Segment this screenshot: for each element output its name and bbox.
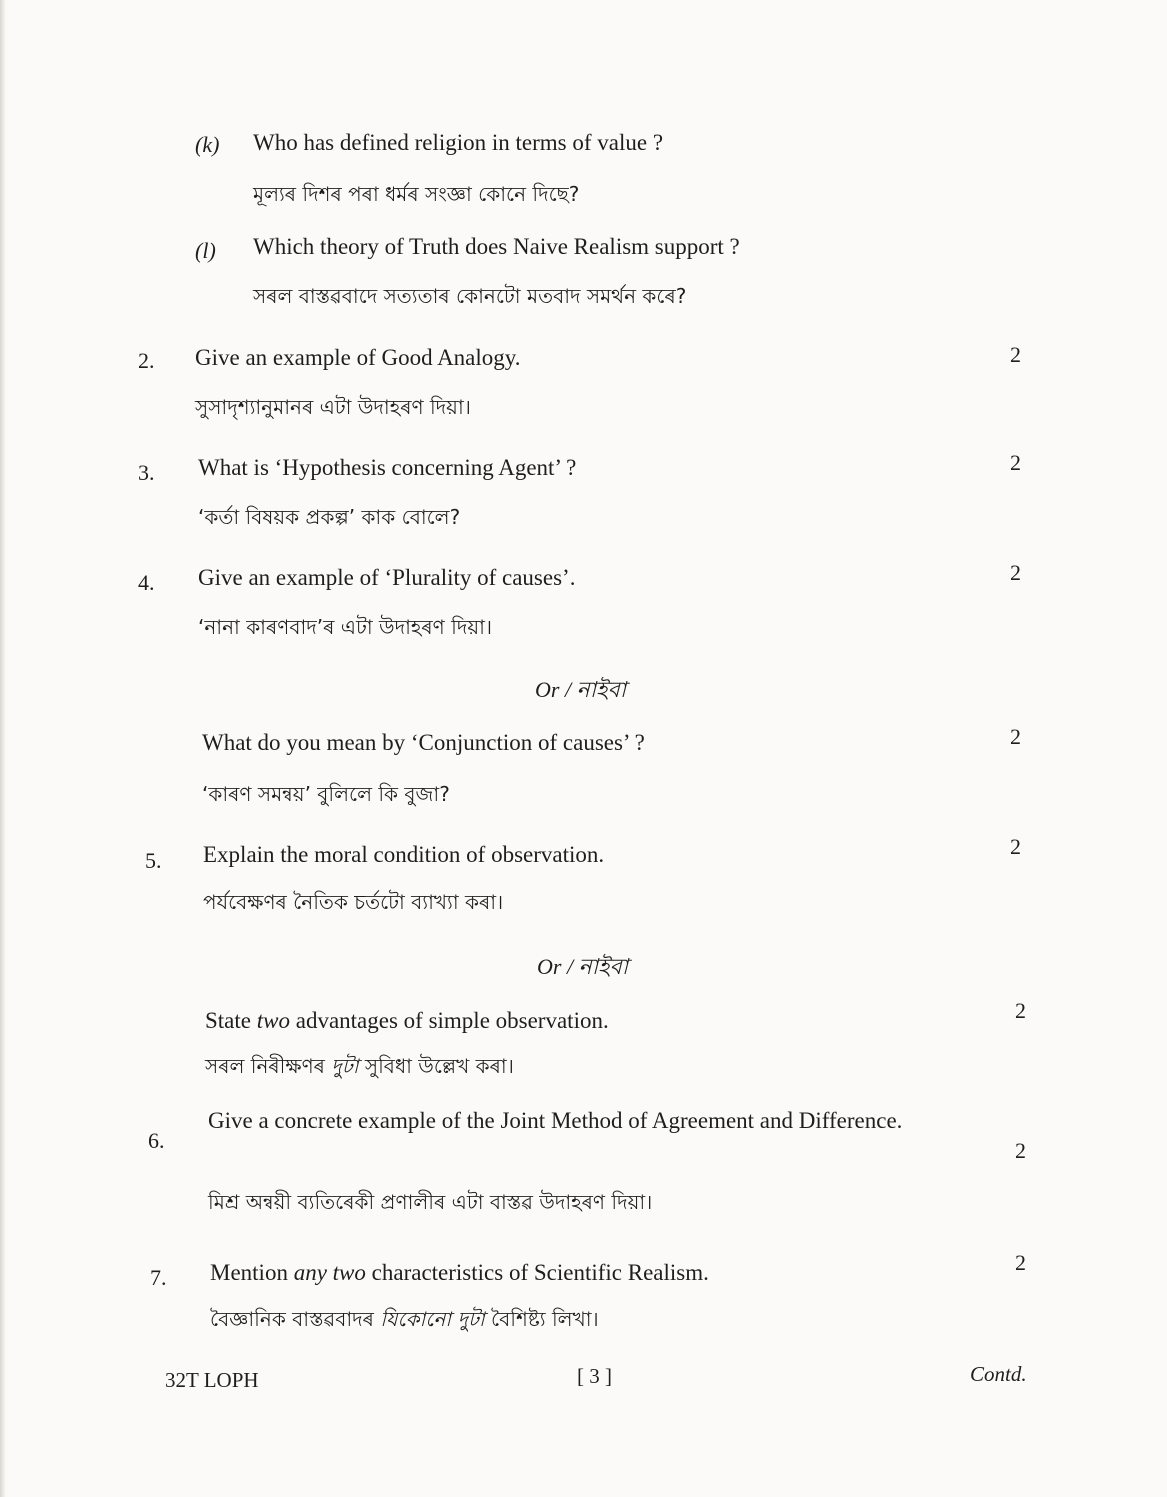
question-text-en: Give an example of ‘Plurality of causes’. bbox=[198, 565, 576, 590]
marks: 2 bbox=[1010, 450, 1021, 475]
question-number: 2. bbox=[138, 348, 155, 373]
text: Mention bbox=[210, 1260, 294, 1285]
emphasis: দুটা bbox=[331, 1054, 359, 1078]
or-divider: Or / নাইবা bbox=[537, 954, 629, 979]
emphasis: যিকোনো দুটা bbox=[380, 1307, 485, 1331]
question-text-as: ‘কৰ্তা বিষয়ক প্ৰকল্প’ কাক বোলে? bbox=[198, 505, 461, 529]
question-text-en: Give a concrete example of the Joint Method of Agreement and Difference. bbox=[208, 1108, 903, 1133]
question-number: 3. bbox=[138, 460, 155, 485]
question-text-as: সৰল বাস্তৱবাদে সত্যতাৰ কোনটো মতবাদ সমৰ্থন কৰে? bbox=[253, 284, 687, 308]
emphasis: any two bbox=[293, 1260, 366, 1285]
marks: 2 bbox=[1015, 998, 1026, 1023]
text: characteristics of Scientific Realism. bbox=[365, 1260, 709, 1285]
emphasis: two bbox=[256, 1008, 290, 1033]
marks: 2 bbox=[1010, 342, 1021, 367]
page-edge-shadow bbox=[0, 0, 6, 1497]
text: বৈশিষ্ট্য লিখা। bbox=[484, 1307, 599, 1331]
text: State bbox=[205, 1008, 257, 1033]
marks: 2 bbox=[1010, 560, 1021, 585]
marks: 2 bbox=[1015, 1138, 1026, 1163]
page-number: [ 3 ] bbox=[577, 1364, 612, 1388]
question-number: 5. bbox=[145, 848, 162, 873]
question-text-as: মূল্যৰ দিশৰ পৰা ধৰ্মৰ সংজ্ঞা কোনে দিছে? bbox=[253, 182, 580, 206]
paper-code: 32T LOPH bbox=[165, 1368, 259, 1392]
marks: 2 bbox=[1010, 724, 1021, 749]
or-divider: Or / নাইবা bbox=[535, 677, 627, 702]
text: সুবিধা উল্লেখ কৰা। bbox=[358, 1054, 514, 1078]
question-number: 7. bbox=[150, 1265, 167, 1290]
text: বৈজ্ঞানিক বাস্তৱবাদৰ bbox=[210, 1307, 381, 1331]
question-text-en: Who has defined religion in terms of value ? bbox=[253, 130, 664, 155]
question-text-en: What do you mean by ‘Conjunction of causes’ ? bbox=[202, 730, 645, 755]
question-text-en: Explain the moral condition of observation. bbox=[203, 842, 605, 867]
question-number: 4. bbox=[138, 570, 155, 595]
question-text-as bbox=[205, 1052, 514, 1085]
question-text-en bbox=[205, 1008, 609, 1034]
question-text-as bbox=[210, 1305, 599, 1338]
question-text-as: সুসাদৃশ্যানুমানৰ এটা উদাহৰণ দিয়া। bbox=[195, 395, 471, 419]
question-text-en: Give an example of Good Analogy. bbox=[195, 345, 521, 370]
question-text-en: Which theory of Truth does Naive Realism support ? bbox=[253, 234, 740, 259]
text: advantages of simple observation. bbox=[289, 1008, 609, 1033]
question-text-as: মিশ্ৰ অন্বয়ী ব্যতিৰেকী প্ৰণালীৰ এটা বাস্তৱ উদাহৰণ দিয়া। bbox=[208, 1190, 653, 1214]
question-text-en: What is ‘Hypothesis concerning Agent’ ? bbox=[198, 455, 577, 480]
question-text-as: ‘কাৰণ সমন্বয়’ বুলিলে কি বুজা? bbox=[202, 782, 450, 806]
question-label: (l) bbox=[195, 238, 216, 263]
continued-label: Contd. bbox=[970, 1362, 1027, 1386]
question-text-en bbox=[210, 1260, 709, 1286]
question-number: 6. bbox=[148, 1128, 165, 1153]
question-text-as: ‘নানা কাৰণবাদ’ৰ এটা উদাহৰণ দিয়া। bbox=[198, 615, 493, 639]
question-text-as: পৰ্যবেক্ষণৰ নৈতিক চৰ্তটো ব্যাখ্যা কৰা। bbox=[203, 890, 504, 914]
text: সৰল নিৰীক্ষণৰ bbox=[205, 1054, 332, 1078]
marks: 2 bbox=[1015, 1250, 1026, 1275]
marks: 2 bbox=[1010, 834, 1021, 859]
question-label: (k) bbox=[195, 132, 220, 157]
